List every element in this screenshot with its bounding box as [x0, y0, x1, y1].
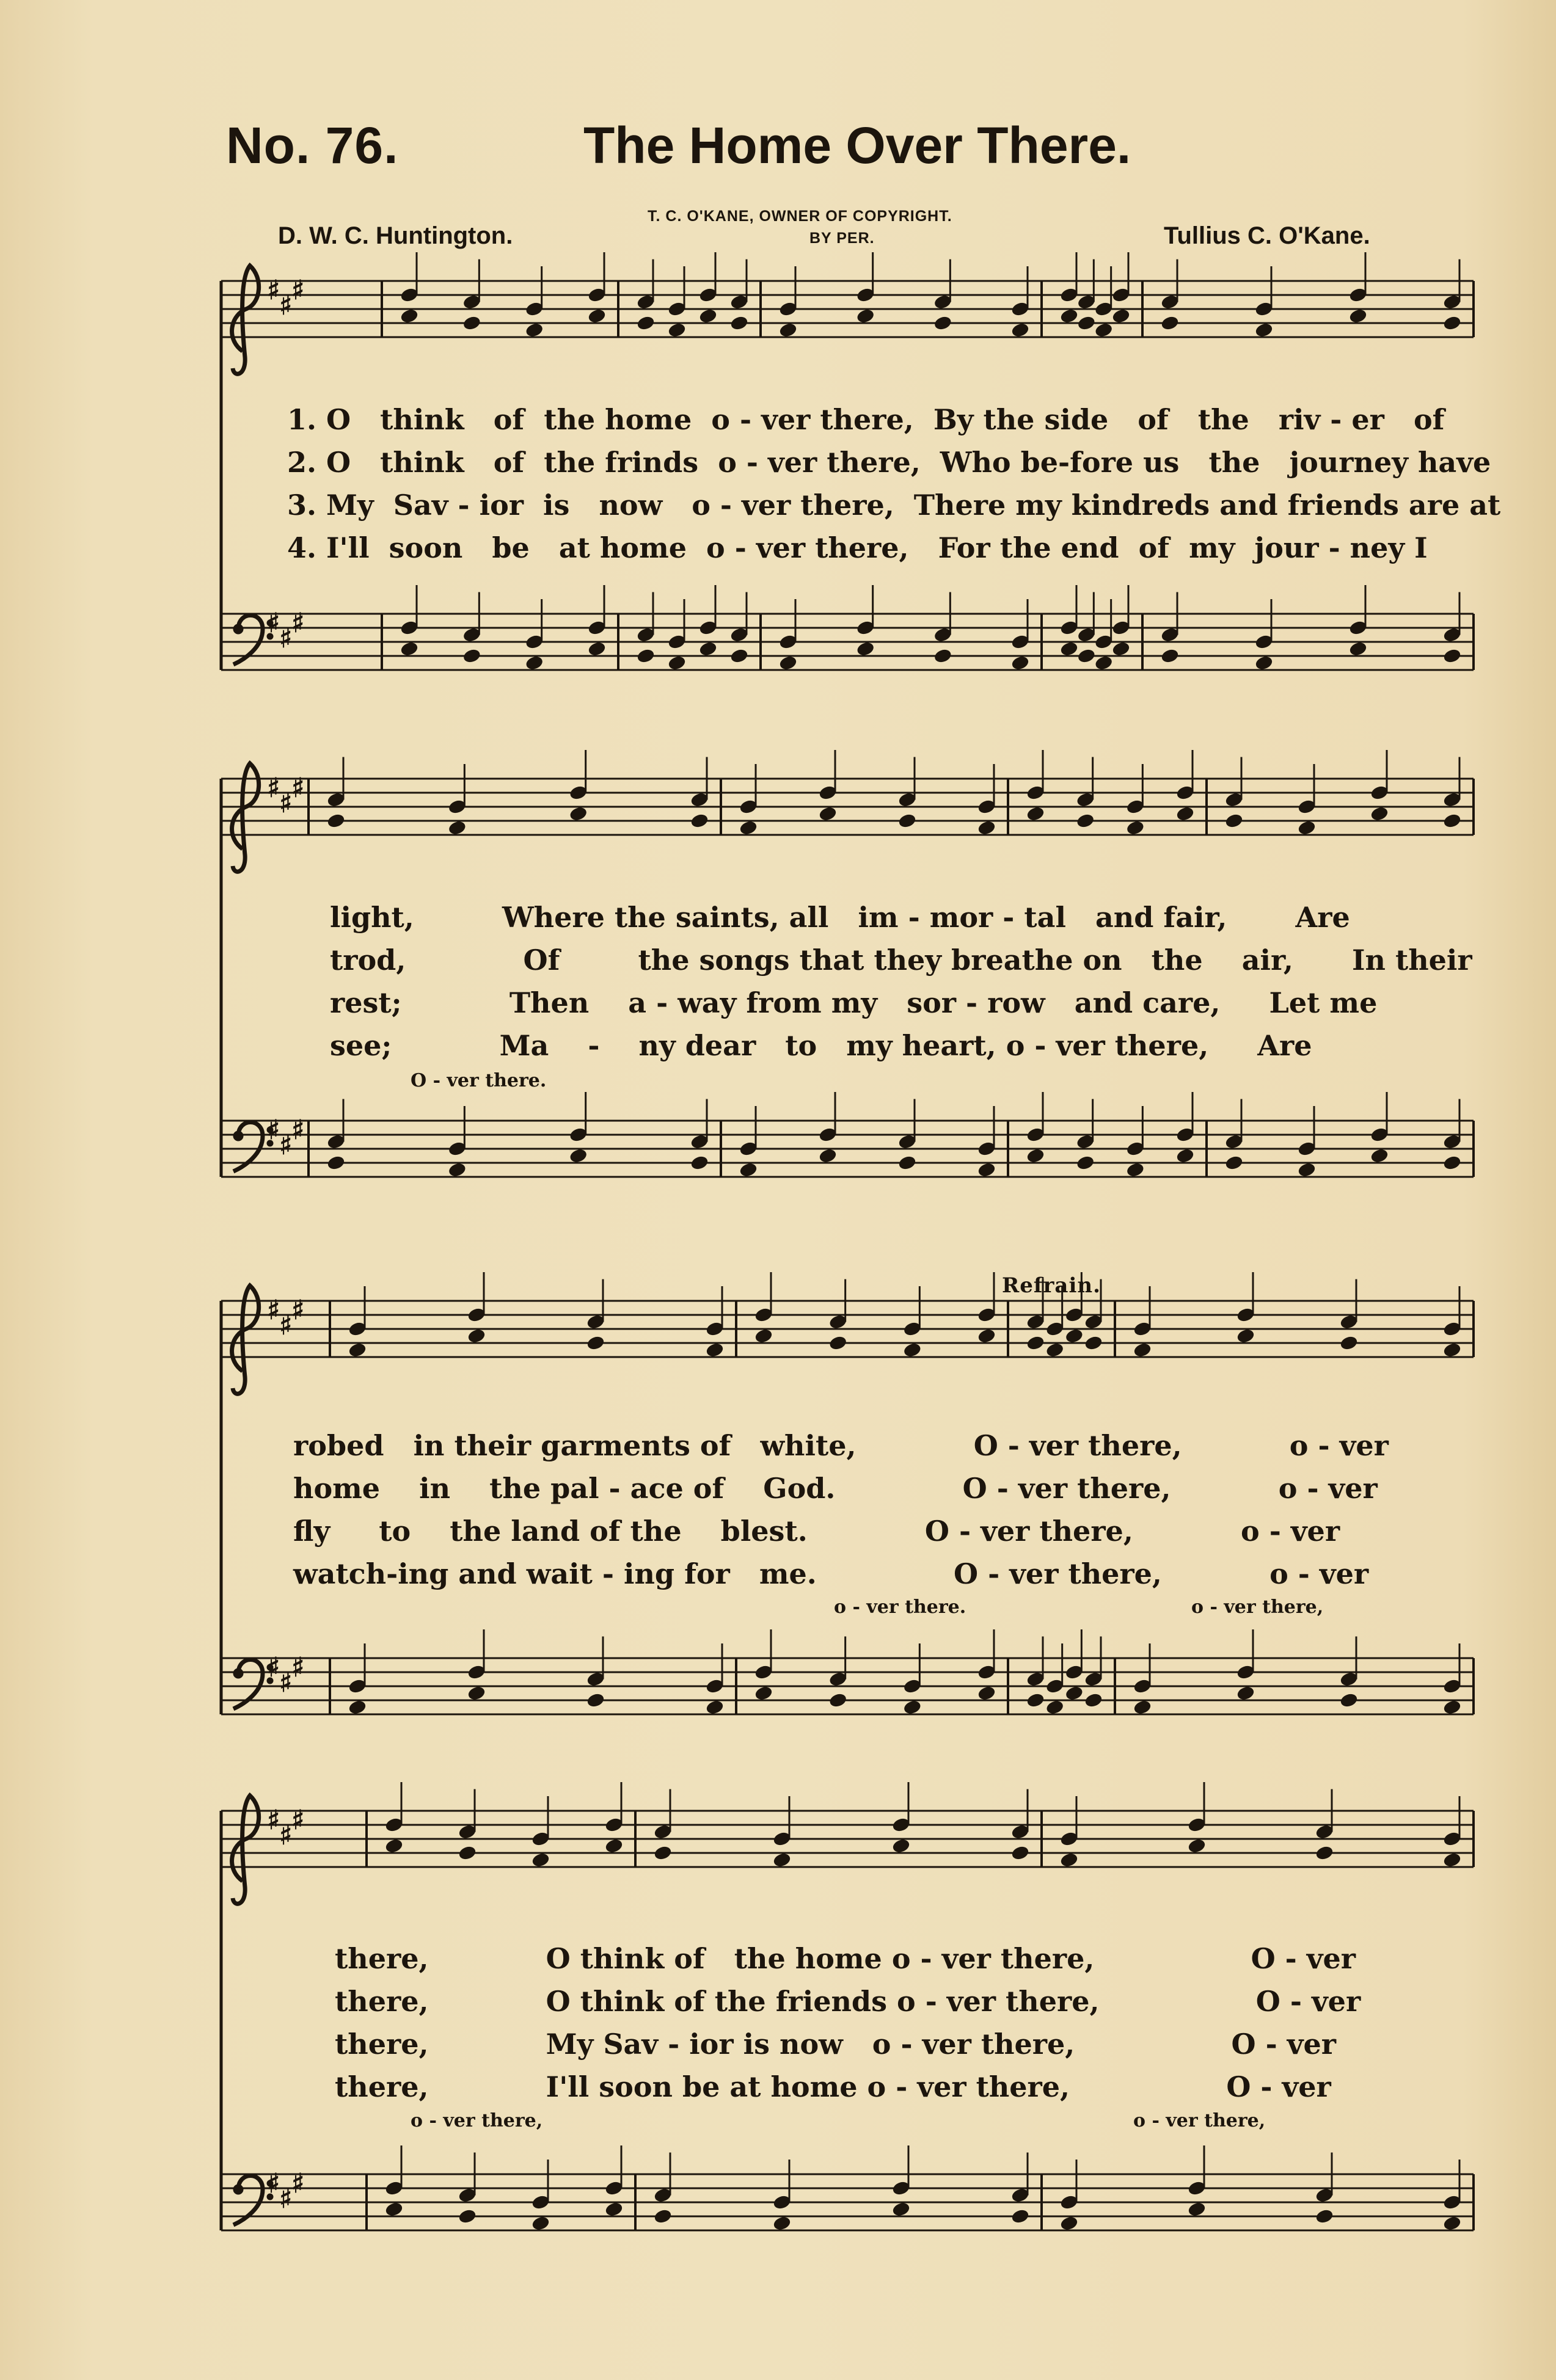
svg-text:♯: ♯ [267, 1115, 280, 1146]
lyric-word: jour - ney I [1254, 531, 1428, 564]
verse4-line2 [330, 1029, 1312, 1062]
lyric-word: O - ver [1255, 1985, 1361, 2018]
author-credit: D. W. C. Huntington. [278, 222, 513, 249]
lyric-word: the pal - ace of [489, 1472, 725, 1505]
lyric-word: see; [330, 1029, 392, 1062]
svg-text:♯: ♯ [279, 1820, 293, 1851]
lyric-word: the home [544, 403, 692, 436]
lyric-word: O - ver there, [924, 1515, 1133, 1548]
lyric-word: In their [1351, 944, 1472, 977]
svg-text:♯: ♯ [291, 608, 305, 639]
lyric-word: a - way from my [628, 986, 878, 1019]
svg-text:♯: ♯ [291, 1115, 305, 1146]
svg-text:♯: ♯ [279, 788, 293, 819]
verse2-line4 [335, 1985, 1361, 2018]
lyric-word: Are [1295, 901, 1350, 934]
verse1-line1 [287, 403, 1444, 436]
lyric-word: the [1151, 944, 1203, 977]
lyric-word: of [493, 403, 525, 436]
svg-text:♯: ♯ [279, 623, 293, 654]
svg-text:♯: ♯ [267, 1805, 280, 1836]
hymn-title: The Home Over There. [583, 117, 1131, 174]
svg-text:♯: ♯ [291, 2168, 305, 2199]
lyric-word: 4. I'll [287, 531, 370, 564]
lyric-word: the frinds [544, 446, 699, 479]
bass-echo: o - ver there, [411, 2110, 543, 2131]
lyric-word: I'll soon be at home o - ver there, [546, 2070, 1070, 2103]
lyric-word: o - ver [1269, 1557, 1369, 1590]
lyric-word: o - ver there, [718, 446, 921, 479]
lyric-word: think [380, 446, 464, 479]
verse1-line3 [293, 1429, 1389, 1462]
lyric-word: o - ver there, [692, 489, 894, 522]
lyric-word: be [492, 531, 530, 564]
lyric-word: o - ver there, [711, 403, 914, 436]
lyric-word: light, [330, 901, 414, 934]
lyric-word: sor - row [907, 986, 1045, 1019]
lyric-word: Let me [1269, 986, 1378, 1019]
lyric-word: my heart, o - ver there, [846, 1029, 1209, 1062]
lyric-word: riv - er [1278, 403, 1384, 436]
lyric-word: O - ver there, [973, 1429, 1182, 1462]
lyric-word: o - ver [1289, 1429, 1389, 1462]
lyric-word: O - ver [1251, 1942, 1356, 1975]
lyric-word: there, [335, 1985, 429, 2018]
lyric-word: trod, [330, 944, 406, 977]
lyric-word: fly [293, 1515, 331, 1548]
lyric-word: Ma [499, 1029, 549, 1062]
svg-text:♯: ♯ [267, 2168, 280, 2199]
lyric-word: blest. [720, 1515, 808, 1548]
verse2-line1 [287, 446, 1491, 479]
lyric-word: there, [335, 2028, 429, 2061]
lyric-word: robed [293, 1429, 384, 1462]
lyric-word: By the side [933, 403, 1109, 436]
verse3-line1 [287, 489, 1500, 522]
copyright-notice: T. C. O'KANE, OWNER OF COPYRIGHT. [648, 208, 952, 225]
lyric-word: Then [509, 986, 590, 1019]
verse1-line2 [330, 901, 1350, 934]
svg-text:♯: ♯ [279, 1667, 293, 1698]
lyric-word: O - ver there, [962, 1472, 1171, 1505]
lyric-word: o - ver [1278, 1472, 1378, 1505]
lyric-word: of [493, 446, 525, 479]
lyric-word: in [419, 1472, 451, 1505]
lyric-word: God. [763, 1472, 836, 1505]
refrain-label: Refrain. [1002, 1273, 1101, 1298]
verse4-line1 [287, 531, 1428, 564]
bass-echo: o - ver there. [834, 1596, 966, 1618]
svg-text:♯: ♯ [279, 1310, 293, 1341]
lyric-word: o - ver there, [872, 2028, 1075, 2061]
verse4-line4 [335, 2070, 1331, 2103]
svg-text:♯: ♯ [267, 1652, 280, 1683]
lyric-word: O think of the friends o - ver there, [546, 1985, 1100, 2018]
lyric-word: of [1138, 403, 1169, 436]
lyric-word: - [588, 1029, 600, 1062]
lyric-word: O - ver [1226, 2070, 1331, 2103]
lyric-word: o - ver [1241, 1515, 1340, 1548]
lyric-word: journey have [1289, 446, 1491, 479]
svg-text:♯: ♯ [267, 773, 280, 804]
lyric-word: home [293, 1472, 381, 1505]
lyric-word: in their garments of [413, 1429, 731, 1462]
svg-text:♯: ♯ [267, 275, 280, 306]
svg-text:♯: ♯ [291, 1805, 305, 1836]
lyric-word: im - mor - tal [858, 901, 1066, 934]
lyric-word: at home [558, 531, 687, 564]
svg-text:♯: ♯ [279, 2183, 293, 2214]
lyric-word: ny dear [638, 1029, 756, 1062]
lyric-word: now [599, 489, 663, 522]
lyric-word: 1. O [287, 403, 351, 436]
lyric-word: me. [759, 1557, 817, 1590]
lyric-word: the [1197, 403, 1249, 436]
verse4-line3 [293, 1557, 1368, 1590]
lyric-word: is [543, 489, 570, 522]
bass-echo: o - ver there, [1191, 1596, 1324, 1618]
lyric-word: the land of the [450, 1515, 682, 1548]
lyric-word: 2. O [287, 446, 351, 479]
verse2-line2 [330, 944, 1472, 977]
lyric-word: O - ver there, [954, 1557, 1162, 1590]
lyric-word: My Sav - ior is now [546, 2028, 843, 2061]
bass-echo: o - ver there, [1133, 2110, 1266, 2131]
lyric-word: to [379, 1515, 411, 1548]
lyric-word: there, [335, 2070, 429, 2103]
lyric-word: there, [335, 1942, 429, 1975]
composer-credit: Tullius C. O'Kane. [1164, 222, 1370, 249]
svg-text:♯: ♯ [279, 290, 293, 321]
svg-text:♯: ♯ [291, 1652, 305, 1683]
lyric-word: the [1208, 446, 1260, 479]
lyric-word: and fair, [1095, 901, 1227, 934]
lyric-word: soon [389, 531, 463, 564]
lyric-word: Are [1257, 1029, 1312, 1062]
verse3-line2 [330, 986, 1377, 1019]
lyric-word: my [1189, 531, 1235, 564]
hymn-number: No. 76. [226, 117, 399, 174]
verse2-line3 [293, 1472, 1378, 1505]
lyric-word: Who be-fore us [940, 446, 1180, 479]
bass-echo: O - ver there. [411, 1070, 547, 1091]
lyric-word: Of [523, 944, 560, 977]
lyric-word: o - ver there, [706, 531, 909, 564]
svg-text:♯: ♯ [267, 1295, 280, 1326]
lyric-word: air, [1241, 944, 1293, 977]
verse1-line4 [335, 1942, 1356, 1975]
svg-text:♯: ♯ [291, 773, 305, 804]
svg-text:♯: ♯ [291, 1295, 305, 1326]
lyric-word: think [380, 403, 464, 436]
lyric-word: of [1138, 531, 1170, 564]
lyric-word: Where the saints, all [502, 901, 829, 934]
lyric-word: the home o - ver there, [734, 1942, 1095, 1975]
verse3-line3 [293, 1515, 1340, 1548]
svg-text:♯: ♯ [267, 608, 280, 639]
lyric-word: watch-ing and wait - ing for [293, 1557, 730, 1590]
lyric-word: 3. My [287, 489, 374, 522]
lyric-word: O - ver [1231, 2028, 1336, 2061]
lyric-word: O think of [546, 1942, 705, 1975]
lyric-word: of [1413, 403, 1445, 436]
lyric-word: There my kindreds and friends are at [913, 489, 1501, 522]
verse3-line4 [335, 2028, 1336, 2061]
lyric-word: white, [760, 1429, 857, 1462]
lyric-word: to [785, 1029, 817, 1062]
lyric-word: For the end [938, 531, 1119, 564]
svg-text:♯: ♯ [291, 275, 305, 306]
lyric-word: Sav - ior [393, 489, 524, 522]
svg-text:♯: ♯ [279, 1130, 293, 1161]
lyric-word: and care, [1074, 986, 1221, 1019]
copyright-permission: BY PER. [809, 230, 875, 247]
lyric-word: rest; [330, 986, 402, 1019]
lyric-word: the songs that they breathe on [638, 944, 1122, 977]
